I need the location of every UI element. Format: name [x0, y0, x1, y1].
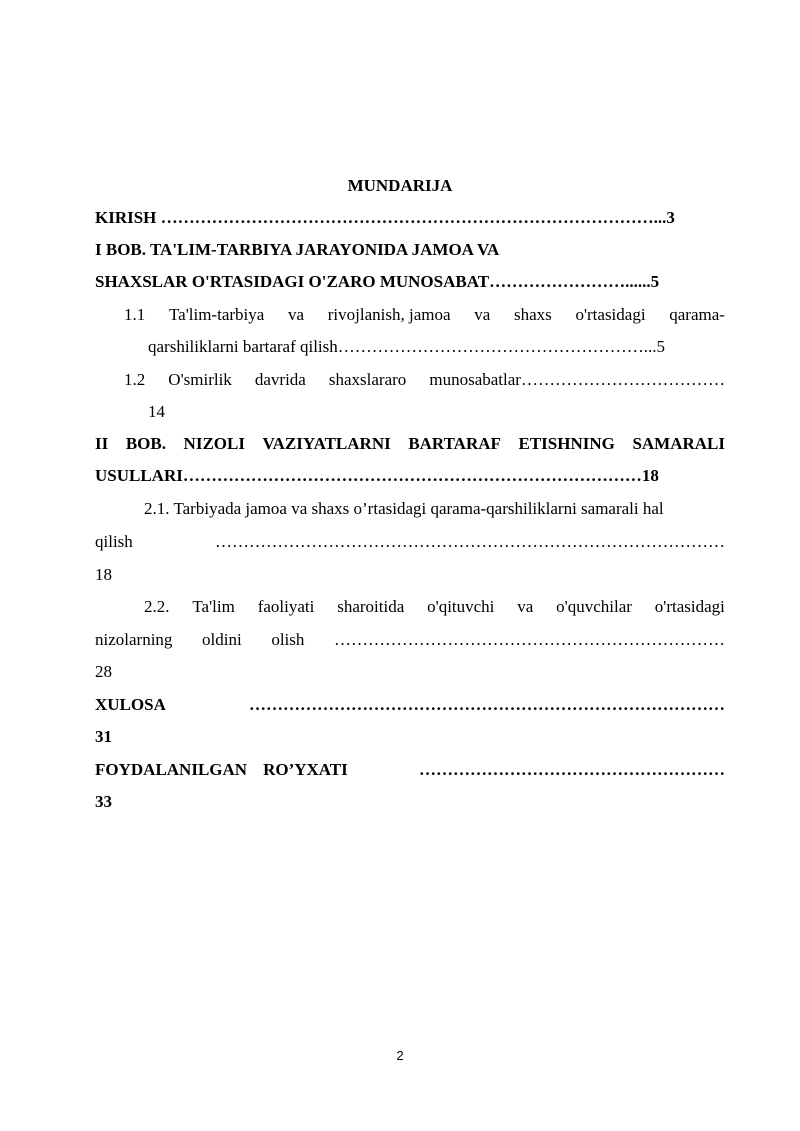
- toc-entry-chapter-1-line-2: SHAXSLAR O'RTASIDAGI O'ZARO MUNOSABAT……………………......5: [95, 272, 660, 291]
- toc-entry-section-1-1-line-2: qarshiliklarni bartaraf qilish………………………………………………...5: [148, 337, 666, 356]
- toc-word: o'rtasidagi: [654, 597, 725, 616]
- toc-entry-kirish: KIRISH ……………………………………………………………………………...3: [95, 208, 675, 227]
- toc-word: va: [288, 305, 305, 324]
- toc-entry-section-1-2-page: 14: [148, 402, 165, 421]
- toc-entry-section-1-2-line-1: [124, 370, 725, 390]
- toc-entry-section-2-2-line-1: [144, 597, 725, 617]
- toc-word: o'rtasidagi: [575, 305, 646, 324]
- toc-entry-xulosa: [95, 695, 725, 715]
- toc-word: o'quvchilar: [556, 597, 632, 616]
- toc-word: 1.1: [124, 305, 146, 324]
- toc-word: NIZOLI: [183, 434, 245, 453]
- toc-word: rivojlanish, jamoa: [327, 305, 451, 324]
- toc-word: ……………………………………………………………: [333, 630, 725, 649]
- page-title: MUNDARIJA: [347, 176, 453, 195]
- toc-entry-section-2-2-line-2: [95, 630, 725, 650]
- toc-word: munosabatlar………………………………: [429, 370, 725, 389]
- toc-word: Ta'lim: [192, 597, 235, 616]
- toc-word: Ta'lim-tarbiya: [168, 305, 265, 324]
- toc-word: davrida: [254, 370, 306, 389]
- toc-entry-section-2-1-page: 18: [95, 565, 112, 584]
- toc-entry-chapter-2-line-2: USULLARI………………………………………………………………………18: [95, 466, 659, 485]
- toc-word: shaxslararo: [328, 370, 407, 389]
- toc-entry-section-1-1-line-1: [124, 305, 725, 325]
- toc-entry-xulosa-page: 31: [95, 727, 112, 746]
- toc-word: va: [517, 597, 534, 616]
- toc-word: VAZIYATLARNI: [262, 434, 391, 453]
- toc-word: BARTARAF: [408, 434, 501, 453]
- toc-word: oldini: [202, 630, 242, 649]
- toc-word: sharoitida: [337, 597, 405, 616]
- toc-word: FOYDALANILGAN: [95, 760, 248, 779]
- toc-word: ………………………………………………: [419, 760, 725, 779]
- toc-word: …………………………………………………………………………: [249, 695, 725, 714]
- toc-word: faoliyati: [257, 597, 315, 616]
- toc-entry-section-2-2-page: 28: [95, 662, 112, 681]
- toc-word: olish: [271, 630, 305, 649]
- toc-entry-chapter-2-line-1: [95, 434, 725, 454]
- toc-word: II: [95, 434, 109, 453]
- toc-word: va: [474, 305, 491, 324]
- toc-word: XULOSA: [95, 695, 166, 714]
- toc-word: 1.2: [124, 370, 146, 389]
- toc-word: 2.2.: [144, 597, 170, 616]
- page-number: 2: [396, 1048, 404, 1063]
- toc-entry-chapter-1-line-1: I BOB. TA'LIM-TARBIYA JARAYONIDA JAMOA VA: [95, 240, 500, 259]
- toc-word: ETISHNING: [518, 434, 615, 453]
- toc-word: SAMARALI: [632, 434, 725, 453]
- toc-entry-references: [95, 760, 725, 780]
- toc-word: qilish: [95, 532, 133, 551]
- toc-entry-references-page: 33: [95, 792, 112, 811]
- toc-word: o'qituvchi: [427, 597, 495, 616]
- toc-word: BOB.: [125, 434, 166, 453]
- toc-entry-section-2-1-line-1: 2.1. Tarbiyada jamoa va shaxs o’rtasidagi qarama-qarshiliklarni samarali hal: [144, 499, 664, 518]
- toc-word: nizolarning: [95, 630, 173, 649]
- toc-word: RO’YXATI: [263, 760, 348, 779]
- toc-word: qarama-: [669, 305, 725, 324]
- toc-word: O'smirlik: [168, 370, 232, 389]
- toc-word: shaxs: [513, 305, 552, 324]
- toc-entry-section-2-1-line-2: [95, 532, 725, 552]
- toc-word: ………………………………………………………………………………: [215, 532, 725, 551]
